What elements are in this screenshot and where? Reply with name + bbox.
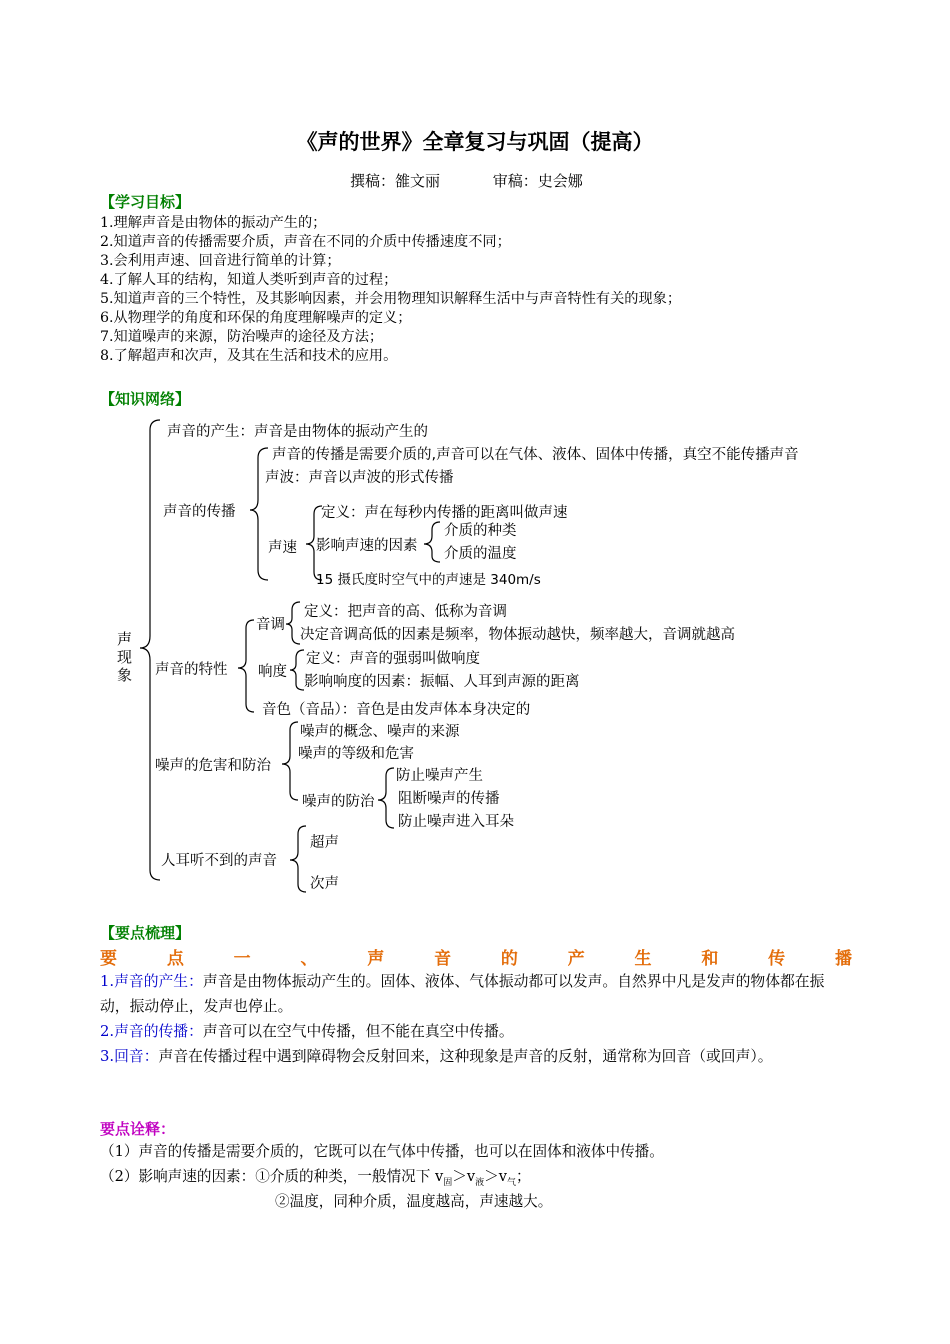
- node-factor-temperature: 介质的温度: [444, 546, 517, 562]
- brace-characteristics: [238, 620, 254, 712]
- brace-pitch: [286, 602, 300, 644]
- node-noise-concept: 噪声的概念、噪声的来源: [300, 724, 460, 740]
- node-inaudible: 人耳听不到的声音: [161, 853, 277, 869]
- goal-item: 7.知道噪声的来源，防治噪声的途径及方法；: [100, 329, 384, 345]
- node-wave: 声波：声音以声波的形式传播: [265, 470, 454, 486]
- goal-item: 1.理解声音是由物体的振动产生的；: [100, 215, 327, 231]
- node-control-source: 防止噪声产生: [396, 768, 483, 784]
- brace-speed-factors: [424, 522, 440, 562]
- keypoint-text: 声音可以在空气中传播，但不能在真空中传播。: [202, 1023, 514, 1040]
- node-control-ear: 防止噪声进入耳朵: [398, 814, 514, 830]
- keypoint1-title: [100, 944, 852, 969]
- keypoint-text: 声音在传播过程中遇到障碍物会反射回来，这种现象是声音的反射，通常称为回音（或回声）。: [158, 1048, 773, 1065]
- network-root: 声现象: [117, 630, 133, 684]
- node-loudness-definition: 定义：声音的强弱叫做响度: [306, 651, 480, 667]
- keypoint1-char: 一: [233, 949, 251, 969]
- keypoint-label: 1.声音的产生：: [100, 973, 203, 990]
- page-title: 《声的世界》全章复习与巩固（提高）: [296, 130, 654, 154]
- node-speed-factors: 影响声速的因素: [316, 538, 418, 554]
- keypoint-item: [100, 969, 852, 1019]
- node-noise-control: 噪声的防治: [302, 794, 375, 810]
- explain-heading: 要点诠释：: [100, 1120, 176, 1138]
- node-propagation: 声音的传播: [163, 504, 236, 520]
- node-factor-medium: 介质的种类: [444, 523, 517, 539]
- node-speed-definition: 定义：声在每秒内传播的距离叫做声速: [321, 505, 568, 521]
- goal-item: 3.会利用声速、回音进行简单的计算；: [100, 253, 341, 269]
- keypoint1-char: 音: [434, 949, 452, 969]
- goals-heading: 【学习目标】: [100, 193, 191, 211]
- goal-item: 2.知道声音的传播需要介质，声音在不同的介质中传播速度不同；: [100, 234, 511, 250]
- keypoint-label: 2.声音的传播：: [100, 1023, 203, 1040]
- brace-noise: [282, 722, 298, 800]
- explain-semicolon: ；: [515, 1168, 531, 1185]
- keypoint1-char: 要: [100, 949, 117, 969]
- keypoint-label: 3.回音：: [100, 1048, 159, 1065]
- node-speed: 声速: [268, 540, 297, 556]
- goal-item: 8.了解超声和次声，及其在生活和技术的应用。: [100, 348, 398, 364]
- explain-line2: [100, 1165, 531, 1188]
- node-characteristics: 声音的特性: [155, 662, 228, 678]
- explain-line1: （1）声音的传播是需要介质的，它既可以在气体中传播，也可以在固体和液体中传播。: [100, 1143, 664, 1160]
- subscript-liquid: 液: [475, 1177, 485, 1188]
- node-control-path: 阻断噪声的传播: [398, 791, 500, 807]
- keypoint1-char: 的: [500, 949, 518, 969]
- node-medium: 声音的传播是需要介质的,声音可以在气体、液体、固体中传播，真空不能传播声音: [272, 447, 799, 463]
- brace-noise-control: [378, 768, 394, 828]
- node-loudness-factor: 影响响度的因素：振幅、人耳到声源的距离: [304, 674, 580, 690]
- keypoint1-char: 、: [300, 949, 318, 969]
- brace-root: [140, 420, 160, 880]
- subscript-gas: 气: [506, 1177, 516, 1188]
- node-noise-level: 噪声的等级和危害: [298, 746, 414, 762]
- node-ultrasound: 超声: [310, 835, 339, 851]
- node-pitch-definition: 定义：把声音的高、低称为音调: [304, 604, 507, 620]
- explain-gt: ＞v: [452, 1168, 476, 1185]
- keypoint1-char: 和: [701, 949, 719, 969]
- keypoint1-char: 产: [567, 949, 585, 969]
- node-production: 声音的产生：声音是由物体的振动产生的: [167, 424, 428, 440]
- node-pitch: 音调: [256, 617, 285, 633]
- node-pitch-factor: 决定音调高低的因素是频率，物体振动越快，频率越大，音调就越高: [300, 627, 735, 643]
- network-heading: 【知识网络】: [100, 390, 191, 408]
- keypoint-text: 声音是由物体振动产生的。固体、液体、气体振动都可以发声。自然界中凡是发声的物体都在振动，振动停止，发声也停止。: [100, 973, 825, 1015]
- node-timbre: 音色（音品）：音色是由发声体本身决定的: [262, 702, 531, 718]
- keypoint1-char: 生: [634, 949, 652, 969]
- explain-gt: ＞v: [484, 1168, 507, 1185]
- keypoint1-char: 播: [834, 949, 852, 969]
- keypoint-item: [100, 1044, 852, 1069]
- node-loudness: 响度: [258, 664, 287, 680]
- node-infrasound: 次声: [310, 876, 339, 892]
- keypoint1-char: 点: [166, 949, 184, 969]
- keypoint1-char: 传: [768, 949, 786, 969]
- subscript-solid: 固: [443, 1177, 453, 1188]
- goal-item: 5.知道声音的三个特性，及其影响因素，并会用物理知识解释生活中与声音特性有关的现象；: [100, 291, 682, 307]
- goal-item: 4.了解人耳的结构，知道人类听到声音的过程；: [100, 272, 398, 288]
- node-air-speed: 15 摄氏度时空气中的声速是 340m/s: [316, 572, 541, 588]
- brace-loudness: [290, 650, 304, 690]
- keypoint1-char: 声: [367, 949, 385, 969]
- explain-line2-text: （2）影响声速的因素：①介质的种类，一般情况下 v: [100, 1168, 444, 1185]
- explain-line3: ②温度，同种介质，温度越高，声速越大。: [275, 1193, 553, 1210]
- brace-inaudible: [290, 826, 306, 892]
- writer: 撰稿：雒文丽: [350, 172, 441, 190]
- reviewer: 审稿：史会娜: [492, 172, 583, 190]
- node-noise: 噪声的危害和防治: [155, 758, 271, 774]
- keypoints-heading: 【要点梳理】: [100, 924, 191, 942]
- goal-item: 6.从物理学的角度和环保的角度理解噪声的定义；: [100, 310, 412, 326]
- keypoint-item: [100, 1019, 852, 1044]
